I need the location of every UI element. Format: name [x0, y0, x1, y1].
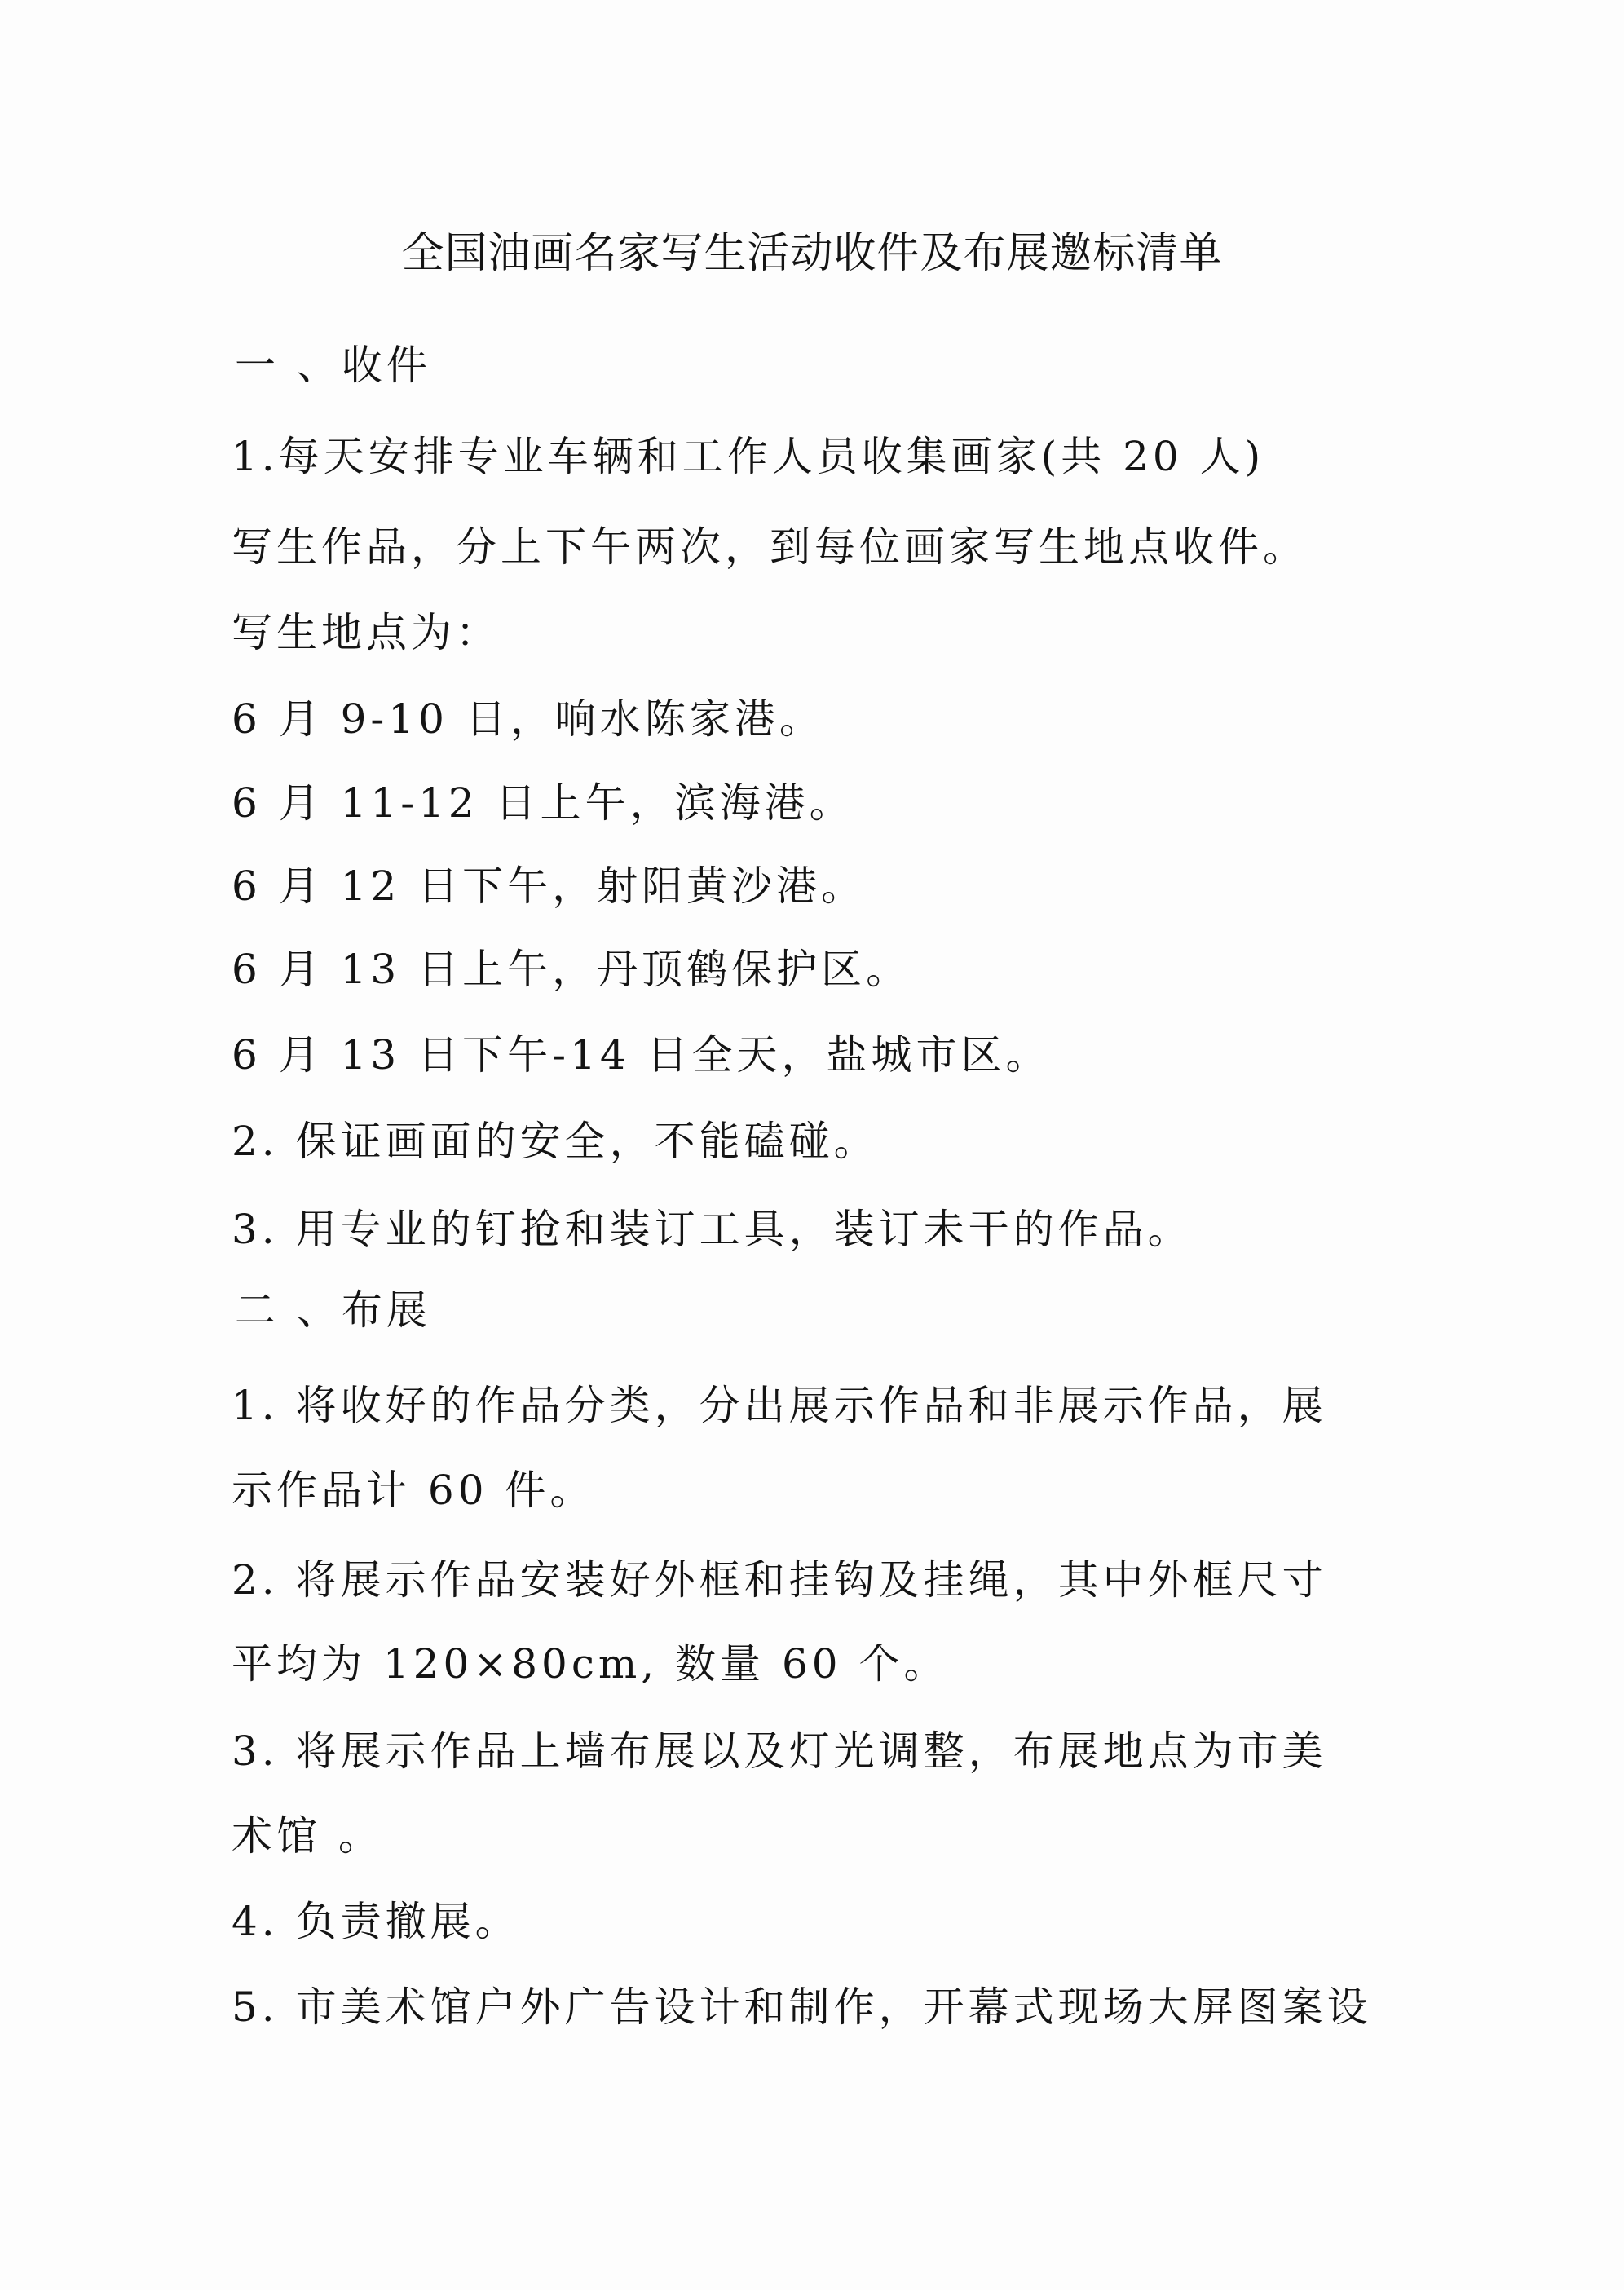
- body-line: 4. 负责撤展。: [232, 1898, 520, 1945]
- body-line: 2. 将展示作品安装好外框和挂钩及挂绳，其中外框尺寸: [232, 1556, 1327, 1604]
- body-line: 6 月 13 日上午，丹顶鹤保护区。: [232, 946, 911, 993]
- body-line: 写生作品，分上下午两次，到每位画家写生地点收件。: [232, 523, 1308, 571]
- body-line: 6 月 13 日下午-14 日全天，盐城市区。: [232, 1031, 1051, 1079]
- body-line: 5. 市美术馆户外广告设计和制作，开幕式现场大屏图案设: [232, 1983, 1372, 2031]
- body-line: 3. 将展示作品上墙布展以及灯光调整，布展地点为市美: [232, 1727, 1327, 1775]
- body-line: 平均为 120×80cm, 数量 60 个。: [232, 1640, 949, 1688]
- body-line: 6 月 9-10 日，响水陈家港。: [232, 695, 824, 743]
- body-line: 写生地点为：: [232, 609, 501, 656]
- body-line: 术馆 。: [232, 1812, 383, 1860]
- body-line: 2. 保证画面的安全，不能磕碰。: [232, 1118, 879, 1165]
- body-line: 3. 用专业的钉抢和装订工具，装订未干的作品。: [232, 1206, 1193, 1253]
- body-line: 6 月 12 日下午，射阳黄沙港。: [232, 863, 867, 910]
- section-heading-receiving: 一 、收件: [235, 342, 431, 389]
- body-line: 1.每天安排专业车辆和工作人员收集画家(共 20 人): [232, 433, 1265, 480]
- document-title: 全国油画名家写生活动收件及布展邀标清单: [401, 229, 1223, 278]
- section-heading-exhibition: 二 、布展: [235, 1286, 431, 1334]
- body-line: 6 月 11-12 日上午，滨海港。: [232, 779, 854, 827]
- body-line: 示作品计 60 件。: [232, 1467, 595, 1514]
- body-line: 1. 将收好的作品分类，分出展示作品和非展示作品，展: [232, 1382, 1327, 1429]
